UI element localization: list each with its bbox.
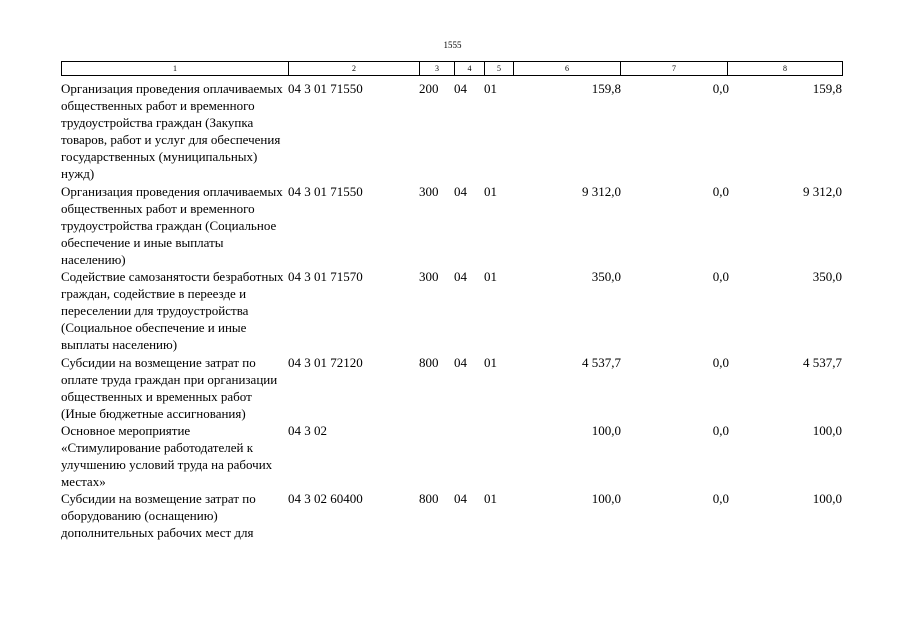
row-amount-7: 0,0 [712,422,729,438]
row-subsection: 01 [484,81,497,96]
row-code: 04 3 02 60400 [288,491,363,507]
row-expense-type: 200 [419,81,439,96]
row-code: 04 3 01 71570 [288,269,363,285]
row-subsection: 01 [484,183,497,199]
row-section: 04 [454,269,467,285]
row-subsection: 01 [484,354,497,370]
row-subsection: 01 [484,491,497,507]
row-amount-6: 9 312,0 [582,183,621,199]
page-number: 1555 [443,40,462,50]
row-amount-6: 350,0 [591,269,621,285]
row-code: 04 3 02 [288,422,327,438]
row-section: 04 [454,491,467,507]
row-amount-8: 100,0 [812,491,842,507]
budget-table-body [61,80,846,542]
row-amount-6: 159,8 [591,81,621,96]
header-col-6: 6 [514,62,621,76]
row-expense-type: 300 [419,183,439,199]
header-col-8: 8 [728,62,843,76]
row-code: 04 3 01 71550 [288,183,363,199]
row-amount-7: 0,0 [712,183,729,199]
header-col-5: 5 [485,62,514,76]
row-amount-8: 9 312,0 [803,183,842,199]
row-expense-type: 300 [419,269,439,285]
row-name: Содействие самозанятости безработных граждан, содействие в переезде и переселении для трудоустройства (Социальное обеспечение и иные выплаты населению) [61,269,284,353]
header-col-7: 7 [621,62,728,76]
row-amount-8: 159,8 [812,81,842,96]
header-col-4: 4 [455,62,485,76]
header-col-3: 3 [420,62,455,76]
table-row [61,354,846,422]
row-name: Организация проведения оплачиваемых общественных работ и временного трудоустройства граждан (Социальное обеспечение и иные выплаты населению) [61,183,283,267]
table-row [61,80,846,183]
column-number-header [61,61,843,76]
row-name: Организация проведения оплачиваемых общественных работ и временного трудоустройства граждан (Закупка товаров, работ и услуг для обеспечения государственных (муниципальных) нужд) [61,81,283,182]
row-section: 04 [454,183,467,199]
header-col-1: 1 [62,62,289,76]
row-expense-type: 800 [419,491,439,507]
row-section: 04 [454,354,467,370]
row-name: Основное мероприятие «Стимулирование работодателей к улучшению условий труда на рабочих местах» [61,422,273,490]
row-name: Субсидии на возмещение затрат по оплате труда граждан при организации общественных и временных работ (Иные бюджетные ассигнования) [61,354,278,421]
row-expense-type: 800 [419,354,439,370]
row-amount-6: 100,0 [591,422,621,438]
row-amount-6: 4 537,7 [582,354,621,370]
table-row [61,268,846,353]
row-amount-7: 0,0 [712,491,729,507]
row-amount-6: 100,0 [591,491,621,507]
row-amount-7: 0,0 [712,269,729,285]
table-row [61,490,846,541]
row-amount-8: 100,0 [812,422,842,438]
row-amount-8: 4 537,7 [803,354,842,370]
table-row [61,183,846,268]
table-row [61,422,846,490]
row-amount-8: 350,0 [812,269,842,285]
row-code: 04 3 01 72120 [288,354,363,370]
row-amount-7: 0,0 [712,81,729,96]
row-name: Субсидии на возмещение затрат по оборудованию (оснащению) дополнительных рабочих мест для [61,491,256,541]
header-col-2: 2 [289,62,420,76]
row-amount-7: 0,0 [712,354,729,370]
row-subsection: 01 [484,269,497,285]
row-section: 04 [454,81,467,96]
row-code: 04 3 01 71550 [288,81,363,96]
